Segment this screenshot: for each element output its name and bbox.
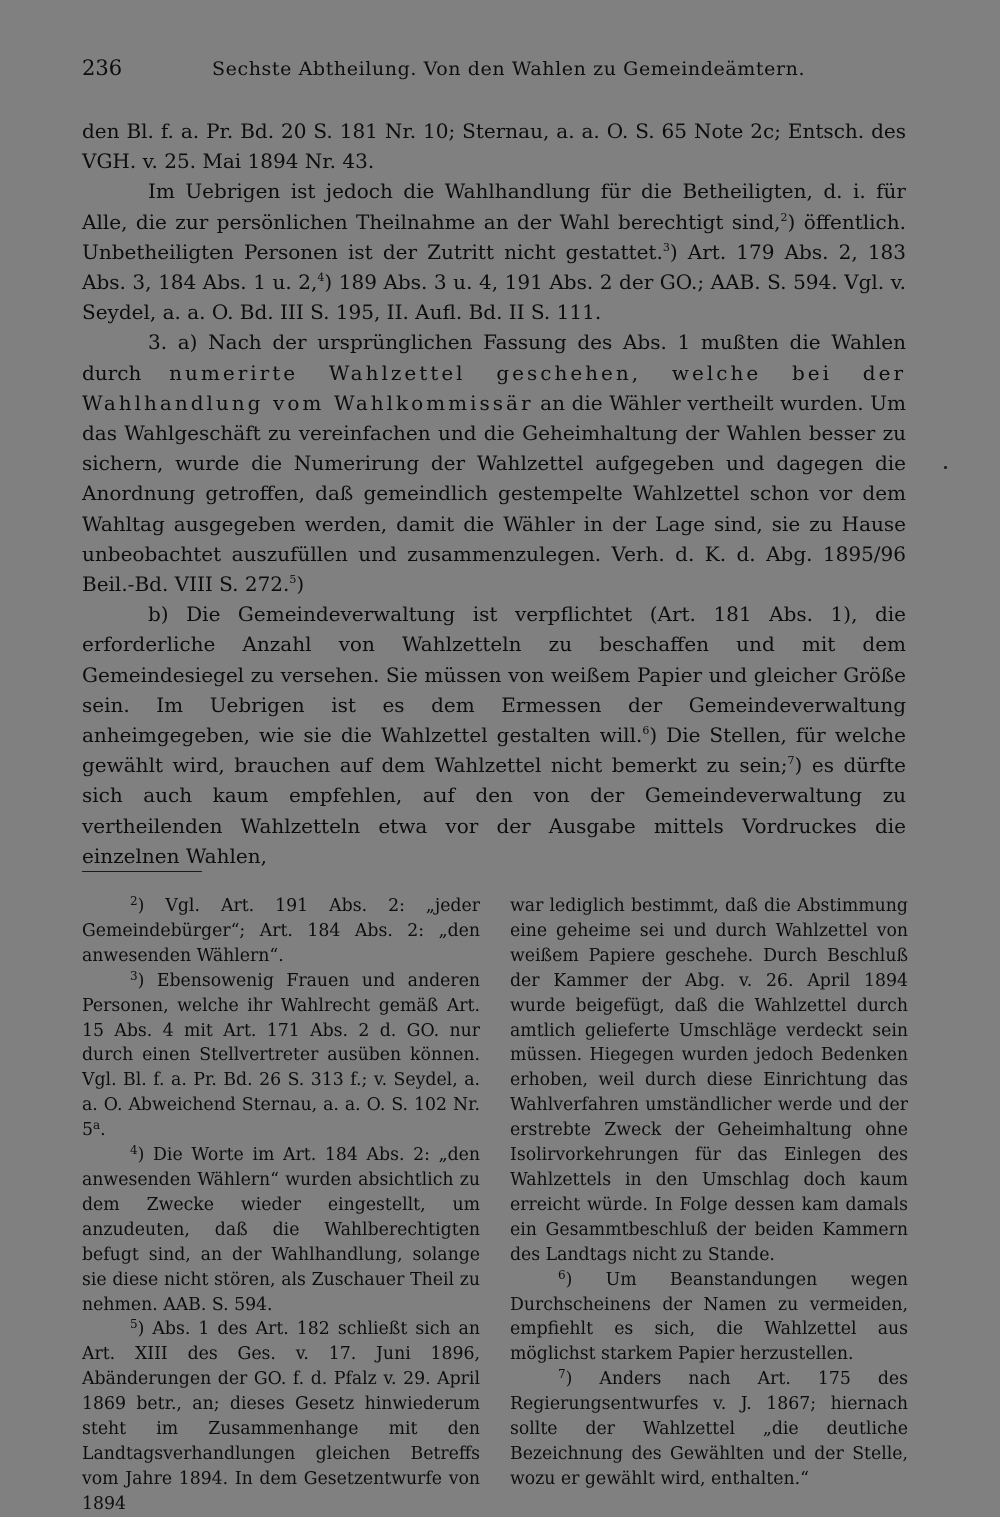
spaced-emphasis: numerirte Wahlzettel geschehen, welche bei der Wahlhandlung vom Wahlkommissär (82, 360, 907, 415)
footnote-7: $^7$) Anders nach Art. 175 des Regierungsentwurfes v. J. 1867; hiernach sollte der Wahlzettel „die deutliche Bezeichnung des Gewählten und der Stelle, wozu er gewählt wird, enthalten.“ (510, 1367, 908, 1489)
footnote-ref: 2 (780, 210, 788, 224)
paragraph-publicity: Im Uebrigen ist jedoch die Wahlhandlung für die Betheiligten, d. i. für Alle, die zur persönlichen Theilnahme an der Wahl berechtigt sind,$^2$) öffentlich. Unbetheiligten Personen ist der Zutritt nicht gestattet.$^3$) Art. 179 Abs. 2, 183 Abs. 3, 184 Abs. 1 u. 2,$^4$) 189 Abs. 3 u. 4, 191 Abs. 2 der GO.; AAB. S. 594. Vgl. v. Seydel, a. a. O. Bd. III S. 195, II. Aufl. Bd. II S. 111. (82, 179, 906, 325)
book-page (82, 52, 908, 1514)
footnote-ref: 5 (289, 573, 297, 587)
footnote-3: $^3$) Ebensowenig Frauen und anderen Personen, welche ihr Wahlrecht gemäß Art. 15 Abs. 4 mit Art. 171 Abs. 2 d. GO. nur durch einen Stellvertreter ausüben können. Vgl. Bl. f. a. Pr. Bd. 26 S. 313 f.; v. Seydel, a. a. O. Abweichend Sternau, a. a. O. S. 102 Nr. 5$^a$. (82, 968, 480, 1141)
footnotes-right-column (510, 894, 908, 1492)
page-number: 236 (82, 56, 123, 80)
paragraph-3a: 3. a) Nach der ursprünglichen Fassung des Abs. 1 mußten die Wahlen durch numerirte Wahlzettel geschehen, welche bei der Wahlhandlung vom Wahlkommissär an die Wähler vertheilt wurden. Um das Wahlgeschäft zu vereinfachen und die Geheimhaltung der Wahlen besser zu sichern, wurde die Numerirung der Wahlzettel aufgegeben und dagegen die Anordnung getroffen, daß gemeindlich gestempelte Wahlzettel schon vor dem Wahltag ausgegeben werden, damit die Wähler in der Lage sind, sie zu Hause unbeobachtet auszufüllen und zusammenzulegen. Verh. d. K. d. Abg. 1895/96 Beil.-Bd. VIII S. 272.$^5$) (82, 330, 907, 597)
footnote-ref: 7 (787, 754, 795, 768)
footnote-5-continued: war lediglich bestimmt, daß die Abstimmung eine geheime sei und durch Wahlzettel von weißem Papiere geschehe. Durch Beschluß der Kammer der Abg. v. 26. April 1894 wurde beigefügt, daß die Wahlzettel durch amtlich gelieferte Umschläge verdeckt sein müssen. Hiegegen wurden jedoch Bedenken erhoben, weil durch diese Einrichtung das Wahlverfahren umständlicher werde und der erstrebte Zweck der Geheimhaltung ohne Isolirvorkehrungen für das Einlegen des Wahlzettels in den Umschlag doch kaum erreicht würde. In Folge dessen kam damals ein Gesammtbeschluß der beiden Kammern des Landtags nicht zu Stande. (510, 896, 908, 1265)
footnote-ref: 6 (642, 724, 650, 738)
footnote-separator (82, 871, 202, 872)
margin-speck (944, 466, 947, 469)
footnote-4: $^4$) Die Worte im Art. 184 Abs. 2: „den anwesenden Wählern“ wurden absichtlich zu dem Zwecke wieder eingestellt, um anzudeuten, daß die Wahlberechtigten befugt sind, an der Wahlhandlung, solange sie diese nicht stören, als Zuschauer Theil zu nehmen. AAB. S. 594. (82, 1143, 480, 1315)
running-head: Sechste Abtheilung. Von den Wahlen zu Gemeindeämtern. (212, 58, 806, 80)
page-header (82, 52, 906, 92)
footnote-5: $^5$) Abs. 1 des Art. 182 schließt sich an Art. XIII des Ges. v. 17. Juni 1896, Abänderungen der GO. f. d. Pfalz v. 29. April 1869 betr., an; dieses Gesetz hinwiederum steht im Zusammenhange mit den Landtagsverhandlungen gleichen Betreffs vom Jahre 1894. In dem Gesetzentwurfe von 1894 (82, 1317, 480, 1514)
paragraph-continued: den Bl. f. a. Pr. Bd. 20 S. 181 Nr. 10; Sternau, a. a. O. S. 65 Note 2c; Entsch. des VGH. v. 25. Mai 1894 Nr. 43. (82, 119, 906, 174)
footnote-2: $^2$) Vgl. Art. 191 Abs. 2: „jeder Gemeindebürger“; Art. 184 Abs. 2: „den anwesenden Wählern“. (82, 894, 480, 966)
footnote-ref: 3 (662, 240, 670, 254)
footnote-ref: 4 (317, 271, 325, 285)
footnotes-left-column (82, 894, 480, 1517)
paragraph-3b: b) Die Gemeindeverwaltung ist verpflichtet (Art. 181 Abs. 1), die erforderliche Anzahl von Wahlzetteln zu beschaffen und mit dem Gemeindesiegel zu versehen. Sie müssen von weißem Papier und gleicher Größe sein. Im Uebrigen ist es dem Ermessen der Gemeindeverwaltung anheimgegeben, wie sie die Wahlzettel gestalten will.$^6$) Die Stellen, für welche gewählt wird, brauchen auf dem Wahlzettel nicht bemerkt zu sein;$^7$) es dürfte sich auch kaum empfehlen, auf den von der Gemeindeverwaltung zu vertheilenden Wahlzetteln etwa vor der Ausgabe mittels Vordruckes die einzelnen Wahlen, (82, 602, 907, 868)
main-text (82, 116, 906, 871)
footnote-6: $^6$) Um Beanstandungen wegen Durchscheinens der Namen zu vermeiden, empfiehlt es sich, die Wahlzettel aus möglichst starkem Papier herzustellen. (510, 1267, 908, 1365)
